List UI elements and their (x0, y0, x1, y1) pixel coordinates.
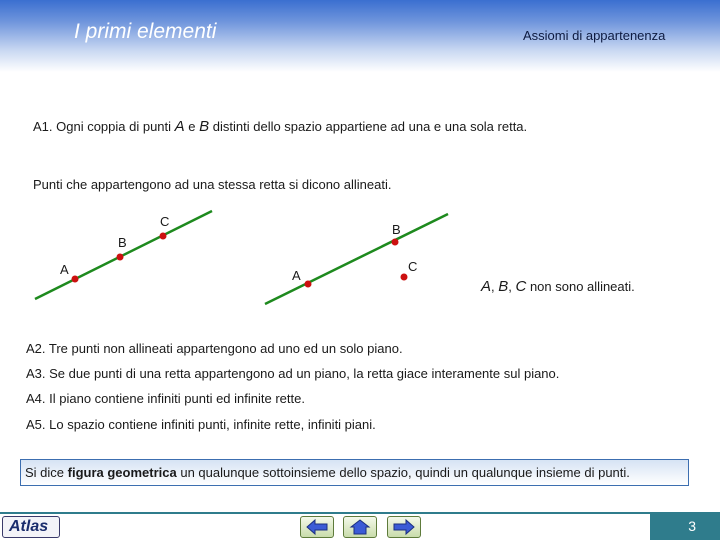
next-button[interactable] (387, 516, 421, 538)
axiom-a1-point-b: B (199, 118, 210, 135)
line-collinear (35, 211, 212, 299)
label-c-right: C (408, 259, 418, 274)
logo-text: Atlas (9, 518, 49, 535)
arrow-left-icon (301, 517, 333, 537)
page-number: 3 (688, 518, 696, 534)
definition-prefix: Si dice (25, 465, 68, 480)
label-a-right: A (292, 268, 301, 283)
arrow-right-icon (388, 517, 420, 537)
home-icon (344, 517, 376, 537)
point-a-right (305, 281, 312, 288)
page-title: I primi elementi (74, 20, 217, 43)
header-banner (0, 0, 720, 72)
publisher-logo (2, 516, 60, 538)
label-b-left: B (118, 235, 127, 250)
noncollinear-sep2: , (508, 279, 516, 294)
definition-text (25, 465, 630, 480)
label-c-left: C (160, 214, 170, 229)
noncollinear-c: C (515, 278, 527, 295)
label-a-left: A (60, 262, 69, 277)
noncollinear-a: A (481, 278, 492, 295)
collinear-definition: Punti che appartengono ad una stessa retta si dicono allineati. (33, 177, 392, 192)
point-c-left (160, 233, 167, 240)
axiom-a1-suffix: distinti dello spazio appartiene ad una e una sola retta. (209, 119, 528, 134)
axiom-a1-prefix: A1. Ogni coppia di punti (33, 119, 175, 134)
axiom-a1-middle: e (184, 119, 200, 134)
point-c-right (401, 274, 408, 281)
line-noncollinear (265, 214, 448, 304)
axiom-a3: A3. Se due punti di una retta appartengono ad un piano, la retta giace interamente sul piano. (26, 366, 560, 381)
axiom-a1-point-a: A (174, 118, 185, 135)
point-b-left (117, 254, 124, 261)
definition-suffix: un qualunque sottoinsieme dello spazio, quindi un qualunque insieme di punti. (176, 465, 630, 480)
axiom-a4: A4. Il piano contiene infiniti punti ed infinite rette. (26, 391, 305, 406)
noncollinear-b: B (498, 278, 509, 295)
point-a-left (72, 276, 79, 283)
axiom-a2: A2. Tre punti non allineati appartengono ad uno ed un solo piano. (26, 341, 403, 356)
noncollinear-note (481, 278, 635, 295)
home-button[interactable] (343, 516, 377, 538)
label-b-right: B (392, 222, 401, 237)
definition-term: figura geometrica (67, 465, 177, 480)
definition-box (20, 459, 689, 486)
point-b-right (392, 239, 399, 246)
prev-button[interactable] (300, 516, 334, 538)
noncollinear-text: non sono allineati. (526, 279, 635, 294)
noncollinear-sep1: , (491, 279, 499, 294)
section-subtitle: Assiomi di appartenenza (523, 28, 666, 43)
axiom-a5: A5. Lo spazio contiene infiniti punti, infinite rette, infiniti piani. (26, 417, 376, 432)
axiom-a1 (33, 118, 527, 135)
footer-divider (0, 512, 720, 514)
page-indicator (650, 514, 720, 540)
